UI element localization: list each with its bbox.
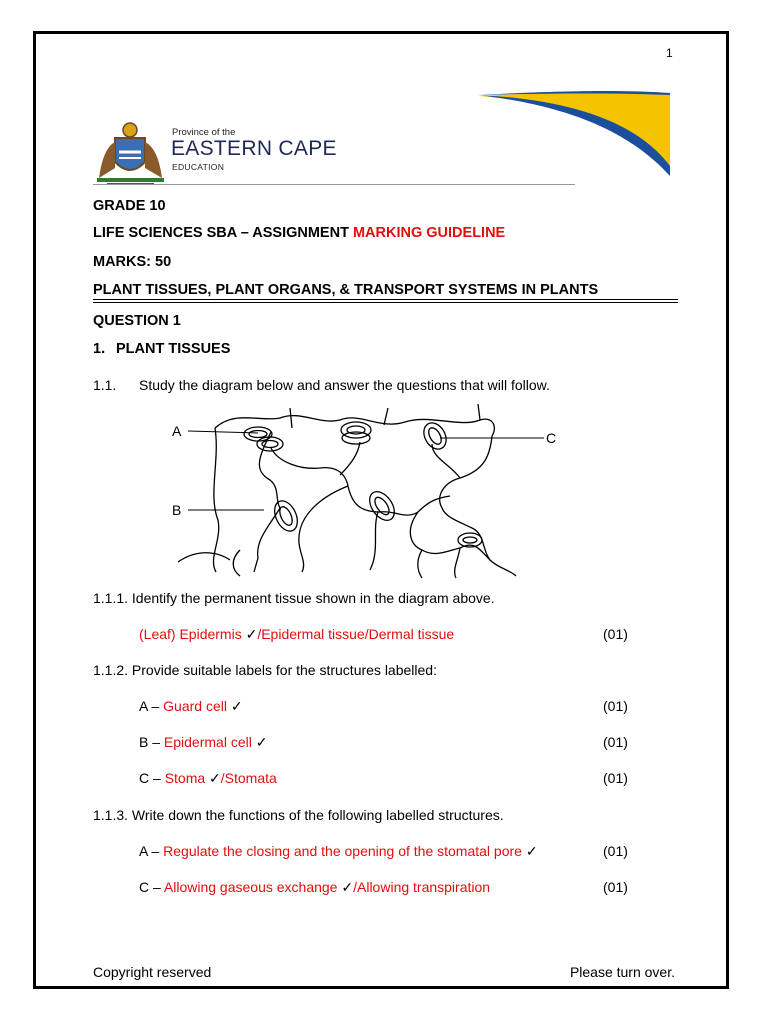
tick-icon: ✓ [255, 734, 268, 750]
footer-copyright: Copyright reserved [93, 964, 212, 980]
q112-a-prefix: A – [139, 698, 164, 714]
q112-a-line [139, 698, 243, 715]
q111-answer [139, 626, 454, 643]
diagram-label-c: C [546, 430, 557, 446]
page-number: 1 [666, 46, 673, 60]
q113-text: 1.1.3. Write down the functions of the following labelled structures. [93, 807, 504, 823]
q113-c-answer-part1: Allowing gaseous exchange [163, 879, 342, 895]
q11-text: Study the diagram below and answer the questions that will follow. [139, 377, 550, 393]
logo-underline [93, 184, 575, 185]
q113-c-prefix: C – [139, 879, 164, 895]
q111-answer-part1: (Leaf) Epidermis [139, 626, 246, 642]
q111-answer-part2: /Epidermal tissue/Dermal tissue [257, 626, 455, 642]
q112-b-answer: Epidermal cell [163, 734, 256, 750]
q113-a-line [139, 843, 538, 860]
q113-c-mark: (01) [603, 879, 628, 895]
tick-icon: ✓ [525, 843, 538, 859]
q112-b-prefix: B – [139, 734, 164, 750]
logo-text-province: Province of the [172, 127, 236, 138]
title-prefix: LIFE SCIENCES SBA – ASSIGNMENT [93, 225, 349, 241]
q112-b-line [139, 734, 267, 751]
tick-icon: ✓ [209, 770, 221, 786]
header-swoosh-graphic [470, 88, 675, 180]
q112-a-mark: (01) [603, 698, 628, 714]
footer-turn-over: Please turn over. [569, 964, 675, 980]
section-title: PLANT TISSUES [116, 341, 231, 357]
q112-text: 1.1.2. Provide suitable labels for the structures labelled: [93, 662, 437, 678]
q111-mark: (01) [603, 626, 628, 642]
q111-text: 1.1.1. Identify the permanent tissue shown in the diagram above. [93, 590, 495, 606]
topic-heading: PLANT TISSUES, PLANT ORGANS, & TRANSPORT SYSTEMS IN PLANTS [93, 282, 599, 298]
grade-heading: GRADE 10 [93, 198, 166, 214]
tick-icon: ✓ [230, 698, 243, 714]
tick-icon: ✓ [341, 879, 354, 895]
tick-icon: ✓ [245, 626, 258, 642]
question-heading: QUESTION 1 [93, 313, 181, 329]
q11-number: 1.1. [93, 377, 117, 393]
title-highlight: MARKING GUIDELINE [352, 225, 506, 241]
q112-c-line [139, 770, 277, 787]
logo-text-education: EDUCATION [172, 162, 225, 172]
section-number: 1. [93, 341, 106, 357]
q113-c-line [139, 879, 490, 896]
q113-a-answer: Regulate the closing and the opening of the stomatal pore [163, 843, 526, 859]
epidermis-diagram [160, 400, 580, 580]
diagram-label-b: B [172, 502, 182, 518]
q113-a-mark: (01) [603, 843, 628, 859]
topic-double-rule [93, 299, 678, 303]
q112-c-answer-part2: /Stomata [220, 770, 277, 786]
logo-text-eastern-cape: EASTERN CAPE [171, 137, 337, 160]
q112-c-answer-part1: Stoma [164, 770, 210, 786]
coat-of-arms-logo [93, 118, 168, 186]
diagram-label-a: A [172, 423, 182, 439]
q112-a-answer: Guard cell [163, 698, 231, 714]
document-title [93, 225, 505, 241]
q112-c-prefix: C – [139, 770, 165, 786]
q113-c-answer-part2: /Allowing transpiration [353, 879, 491, 895]
q113-a-prefix: A – [139, 843, 164, 859]
marks-heading: MARKS: 50 [93, 254, 172, 270]
q112-c-mark: (01) [603, 770, 628, 786]
q112-b-mark: (01) [603, 734, 628, 750]
